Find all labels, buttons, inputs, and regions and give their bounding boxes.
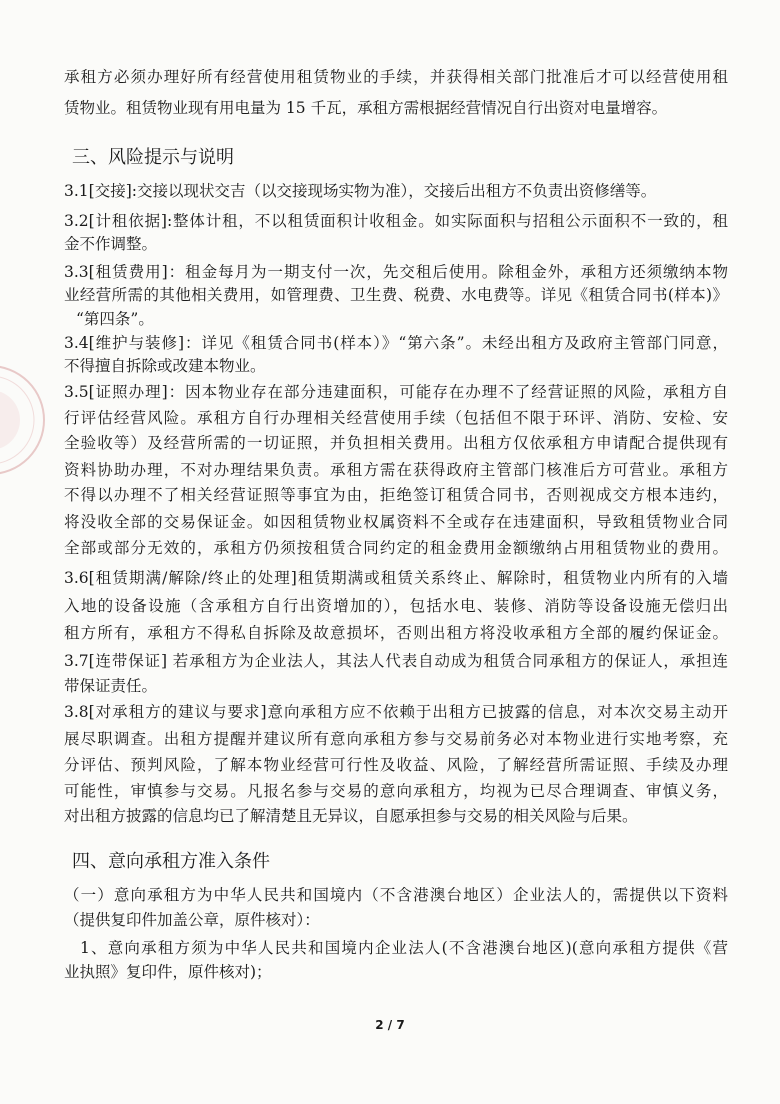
clause-3-4-line-1: 3.4[维护与装修]：详见《租赁合同书(样本）》“第六条”。未经出租方及政府主管部门同意， bbox=[64, 334, 728, 352]
clause-3-6-line-2: 入地的设备设施（含承租方自行出资增加的），包括水电、装修、消防等设备设施无偿归出 bbox=[64, 597, 728, 615]
clause-3-8-line-1: 3.8[对承租方的建议与要求]意向承租方应不依赖于出租方已披露的信息，对本次交易主动开 bbox=[64, 703, 728, 721]
intro-line-2: 赁物业。租赁物业现有用电量为 15 千瓦，承租方需根据经营情况自行出资对电量增容。 bbox=[64, 99, 668, 117]
clause-3-8-line-3: 分评估、预判风险，了解本物业经营可行性及收益、风险，了解经营所需证照、手续及办理 bbox=[64, 756, 728, 774]
section-4-heading: 四、意向承租方准入条件 bbox=[72, 851, 270, 872]
condition-1-line-2: （提供复印件加盖公章，原件核对）： bbox=[64, 911, 320, 929]
clause-3-6-line-1: 3.6[租赁期满/解除/终止的处理]租赁期满或租赁关系终止、解除时，租赁物业内所有的入墙 bbox=[64, 569, 728, 587]
clause-3-5-line-5: 不得以办理不了相关经营证照等事宜为由，拒绝签订租赁合同书，否则视成交方根本违约， bbox=[64, 486, 728, 504]
condition-1-item-1-line-1: 1、意向承租方须为中华人民共和国境内企业法人(不含港澳台地区)(意向承租方提供《营 bbox=[80, 939, 728, 957]
clause-3-5-line-1: 3.5[证照办理]：因本物业存在部分违建面积，可能存在办理不了经营证照的风险，承租方自 bbox=[64, 383, 728, 401]
clause-3-7-line-2: 带保证责任。 bbox=[64, 677, 158, 695]
clause-3-6-line-3: 租方所有，承租方不得私自拆除及故意损坏，否则出租方将没收承租方全部的履约保证金。 bbox=[64, 624, 728, 642]
red-seal-stamp bbox=[0, 360, 50, 480]
page-number: 2 / 7 bbox=[375, 1018, 405, 1032]
section-3-heading: 三、风险提示与说明 bbox=[72, 147, 234, 168]
clause-3-5-line-3: 全验收等）及经营所需的一切证照，并负担相关费用。出租方仅依承租方申请配合提供现有 bbox=[64, 434, 728, 452]
clause-3-4-line-2: 不得擅自拆除或改建本物业。 bbox=[64, 357, 266, 375]
clause-3-5-line-7: 全部或部分无效的，承租方仍须按租赁合同约定的租金费用金额缴纳占用租赁物业的费用。 bbox=[64, 539, 728, 557]
condition-1-line-1: （一）意向承租方为中华人民共和国境内（不含港澳台地区）企业法人的，需提供以下资料 bbox=[64, 886, 728, 904]
clause-3-5-line-6: 将没收全部的交易保证金。如因租赁物业权属资料不全或存在违建面积，导致租赁物业合同 bbox=[64, 513, 728, 531]
clause-3-2-line-2: 金不作调整。 bbox=[64, 235, 158, 253]
clause-3-3-line-3: “第四条”。 bbox=[76, 310, 154, 328]
clause-3-1: 3.1[交接]:交接以现状交吉（以交接现场实物为准），交接后出租方不负责出资修缮等。 bbox=[64, 182, 657, 200]
clause-3-8-line-4: 可能性，审慎参与交易。凡报名参与交易的意向承租方，均视为已尽合理调查、审慎义务， bbox=[64, 782, 728, 800]
condition-1-item-1-line-2: 业执照》复印件，原件核对)； bbox=[64, 963, 272, 981]
clause-3-7-line-1: 3.7[连带保证] 若承租方为企业法人，其法人代表自动成为租赁合同承租方的保证人，承担连 bbox=[64, 652, 728, 670]
clause-3-3-line-1: 3.3[租赁费用]：租金每月为一期支付一次，先交租后使用。除租金外，承租方还须缴纳本物 bbox=[64, 263, 728, 281]
clause-3-8-line-5: 对出租方披露的信息均已了解清楚且无异议，自愿承担参与交易的相关风险与后果。 bbox=[64, 807, 638, 825]
clause-3-2-line-1: 3.2[计租依据]:整体计租，不以租赁面积计收租金。如实际面积与招租公示面积不一致的，租 bbox=[64, 212, 728, 230]
clause-3-8-line-2: 展尽职调查。出租方提醒并建议所有意向承租方参与交易前务必对本物业进行实地考察，充 bbox=[64, 730, 728, 748]
clause-3-3-line-2: 业经营所需的其他相关费用，如管理费、卫生费、税费、水电费等。详见《租赁合同书(样本)》 bbox=[64, 286, 728, 304]
intro-line-1: 承租方必须办理好所有经营使用租赁物业的手续，并获得相关部门批准后才可以经营使用租 bbox=[64, 68, 728, 86]
clause-3-5-line-4: 资料协助办理，不对办理结果负责。承租方需在获得政府主管部门核准后方可营业。承租方 bbox=[64, 461, 728, 479]
clause-3-5-line-2: 行评估经营风险。承租方自行办理相关经营使用手续（包括但不限于环评、消防、安检、安 bbox=[64, 409, 728, 427]
